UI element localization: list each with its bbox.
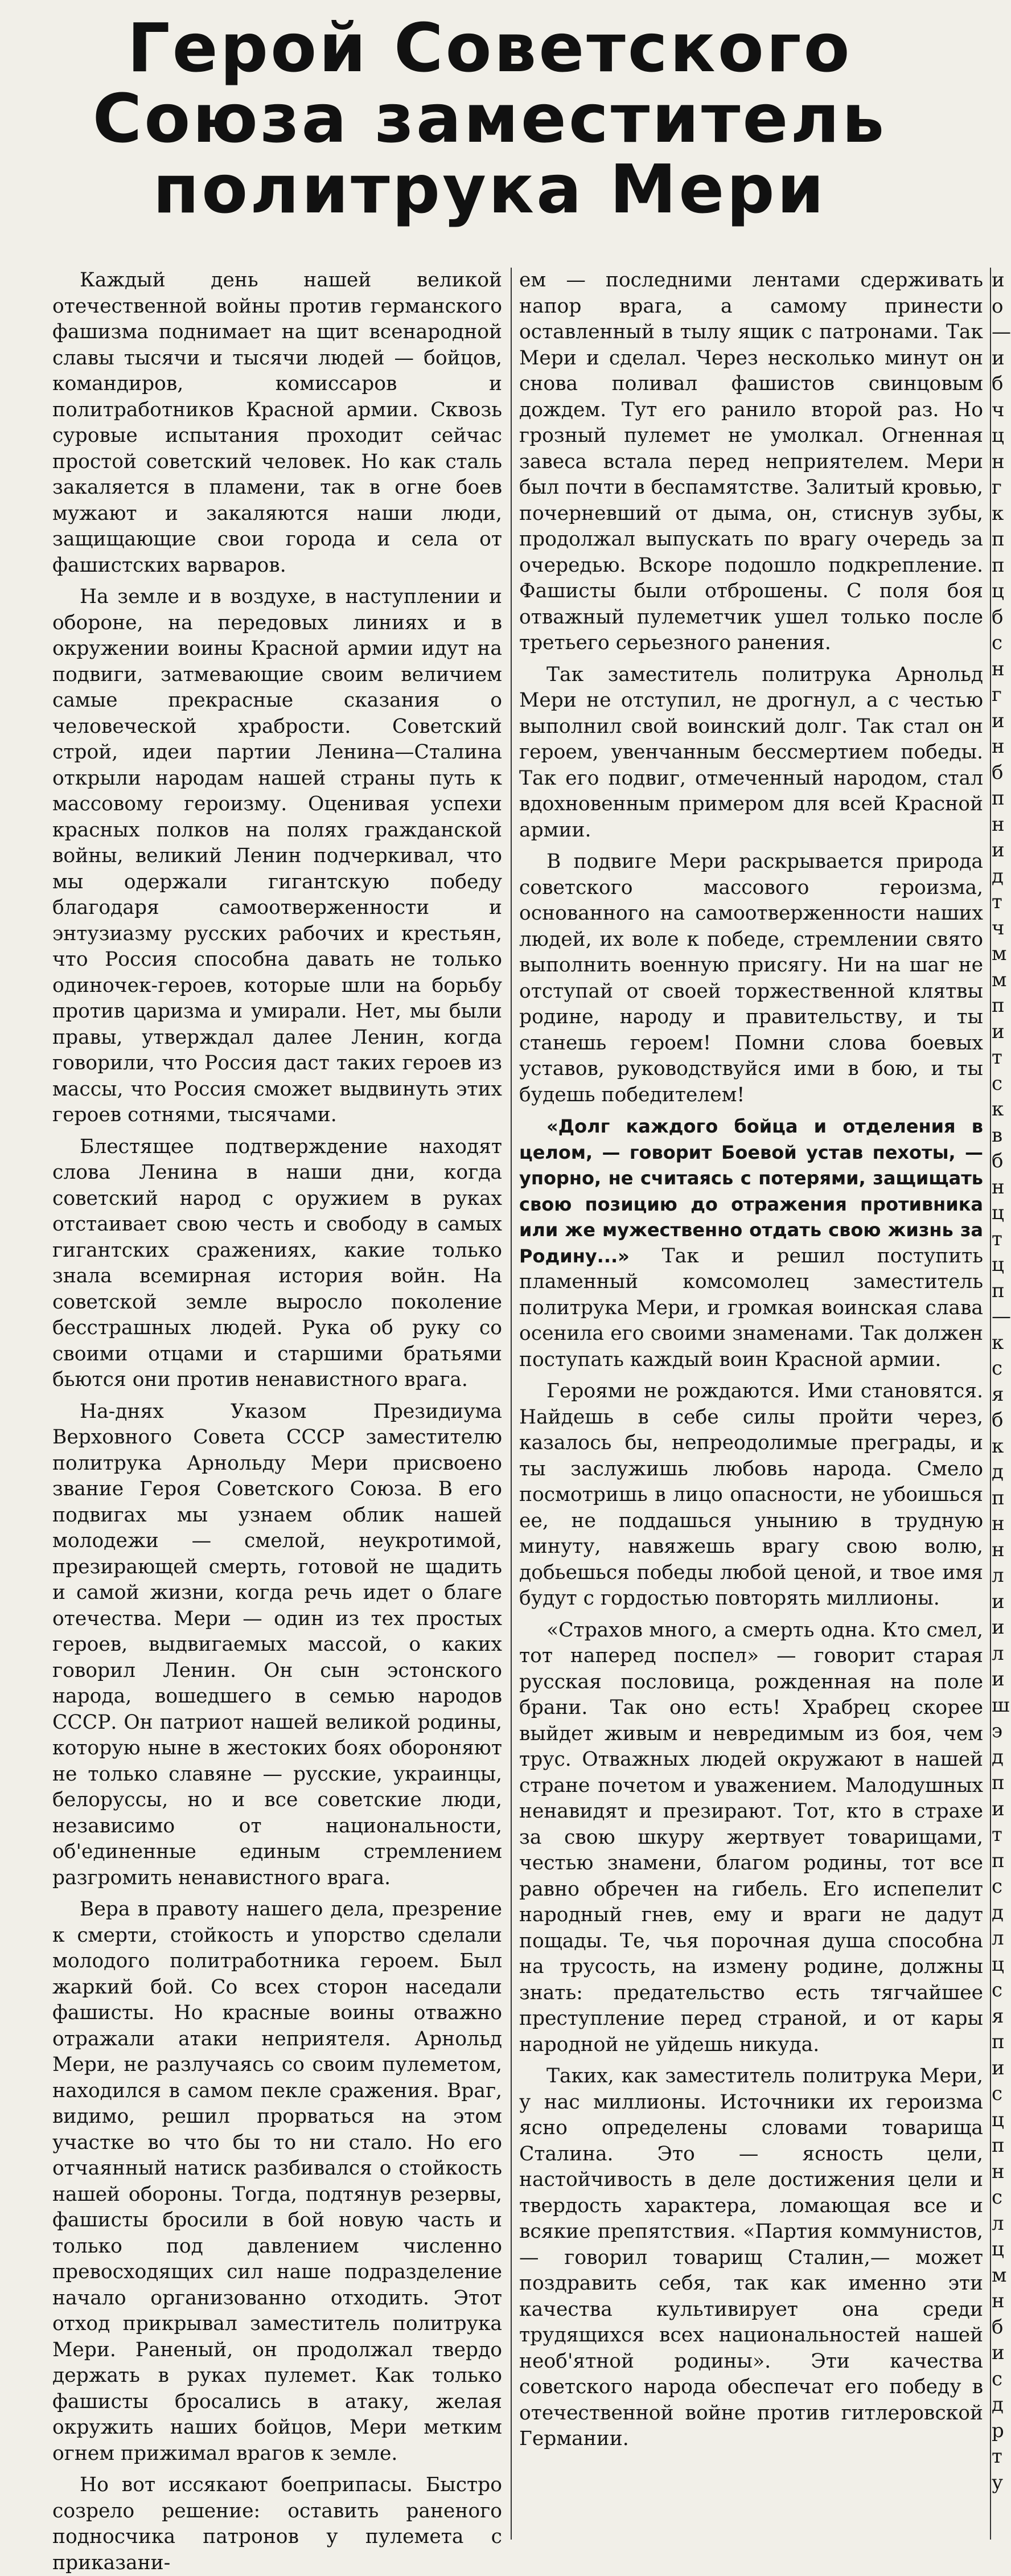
paragraph: Героями не рождаются. Ими становятся. Найдешь в себе силы пройти через, казалось бы, непреодолимые преграды, и ты заслужишь любовь народа. Смело посмотришь в лицо опасности, не убоишься ее, не поддашься унынию в трудную минуту, навяжешь врагу свою волю, добьешься победы любой ценой, и твое имя будут с гордостью повторять миллионы. [519, 1380, 983, 1610]
fragment-letter: м [992, 968, 1007, 991]
fragment-letter: д [992, 1745, 1004, 1769]
fragment-letter: и [992, 346, 1005, 370]
headline-line-2: Союза заместитель [92, 79, 887, 158]
fragment-letter: м [992, 2263, 1007, 2287]
fragment-letter: с [992, 2082, 1003, 2105]
fragment-letter: п [992, 1279, 1005, 1302]
headline [0, 9, 979, 228]
column-divider [990, 268, 991, 2540]
fragment-letter: — [992, 1305, 1011, 1328]
fragment-letter: и [992, 709, 1005, 732]
article-column-2 [519, 268, 983, 2540]
fragment-letter: и [992, 1590, 1005, 1613]
fragment-letter: п [992, 1771, 1005, 1794]
fragment-letter: т [992, 1227, 1002, 1250]
fragment-letter: я [992, 1383, 1004, 1406]
fragment-letter: л [992, 2212, 1004, 2235]
fragment-letter: п [992, 2134, 1005, 2157]
fragment-letter: б [992, 761, 1004, 784]
paragraph: ем — последними лентами сдерживать напор врага, а самому принести оставленный в тылу ящик с патронами. Так Мери и сделал. Через несколько минут он снова поливал фашистов свинцовым дождем. Тут его ранило второй раз. Но грозный пулемет не умолкал. Огненная завеса встала перед неприятелем. Мери был почти в беспамятстве. Залитый кровью, почерневший от дыма, он, стиснув зубы, продолжал выпускать по врагу очередь за очередью. Вскоре подошло подкрепление. Фашисты были отброшены. С поля боя отважный пулеметчик ушел только после третьего серьезного ранения. [519, 269, 983, 654]
fragment-letter: н [992, 2290, 1005, 2312]
fragment-letter: н [992, 657, 1005, 680]
fragment-letter: к [992, 1098, 1004, 1121]
fragment-letter: т [992, 891, 1002, 913]
fragment-letter: ч [992, 398, 1005, 421]
fragment-letter: п [992, 2031, 1005, 2053]
fragment-letter: н [992, 1175, 1005, 1199]
fragment-letter: к [992, 1434, 1004, 1458]
fragment-letter: о [992, 294, 1004, 318]
paragraph: На земле и в воздухе, в наступлении и обороне, на передовых линиях и в окружении воины Красной армии идут на подвиги, затмевающие своим величием самые прекрасные сказания о человеческой храбрости. Советский строй, идеи партии Ленина—Сталина открыли народам нашей страны путь к массовому героизму. Оценивая успехи красных полков на полях гражданской войны, великий Ленин подчеркивал, что мы одержали гигантскую победу благодаря самоотверженности и энтузиазму русских рабочих и крестьян, что Россия способна давать не только одиночек-героев, которые шли на борьбу против царизма и умирали. Нет, мы были правы, утверждал далее Ленин, когда говорили, что Россия даст таких героев из массы, что Россия сможет выдвинуть этих героев сотнями, тысячами. [52, 585, 502, 1126]
quote-paragraph-rest: Так и решил поступить пламенный комсомолец заместитель политрука Мери, и громкая воинская слава осенила его своими знаменами. Так должен поступать каждый воин Красной армии. [519, 1244, 983, 1371]
paragraph: В подвиге Мери раскрывается природа советского массового героизма, основанного на самоотверженности наших людей, их воле к победе, стремлении свято выполнить военную присягу. Ни на шаг не отступай от своей торжественной клятвы родине, народу и правительству, и ты станешь героем! Помни слова боевых уставов, руководствуйся ими в бою, и ты будешь победителем! [519, 850, 983, 1106]
article-column-1 [52, 268, 502, 2574]
fragment-letter: ц [992, 1201, 1004, 1224]
fragment-letter: т [992, 1046, 1002, 1069]
fragment-letter: т [992, 1823, 1002, 1846]
fragment-letter: н [992, 1538, 1005, 1561]
fragment-letter: н [992, 1512, 1005, 1535]
fragment-letter: э [992, 1720, 1003, 1742]
fragment-letter: — [992, 321, 1011, 343]
fragment-letter: б [992, 1150, 1004, 1172]
fragment-letter: и [992, 269, 1005, 292]
fragment-letter: с [992, 2186, 1003, 2209]
fragment-letter: с [992, 1357, 1003, 1380]
fragment-letter: ц [992, 424, 1004, 447]
fragment-letter: н [992, 813, 1005, 836]
quote-paragraph [519, 1114, 983, 1373]
fragment-letter: б [992, 2315, 1004, 2339]
fragment-letter: ц [992, 580, 1004, 602]
fragment-letter: п [992, 994, 1005, 1017]
fragment-letter: н [992, 735, 1005, 758]
paragraph: «Страхов много, а смерть одна. Кто смел, тот наперед поспел» — говорит старая русская пословица, рожденная на поле брани. Так оно есть! Храбрец скорее выйдет живым и невредимым из боя, чем трус. Отважных людей окружают в нашей стране почетом и уважением. Малодушных ненавидят и презирают. Тот, кто в страхе за свою шкуру жертвует товарищами, честью знамени, благом родины, тот все равно обречен на гибель. Его испепелит народный гнев, ему и враги не дадут пощады. Те, чья порочная душа способна на трусость, на измену родине, должны знать: предательство есть тягчайшее преступление перед страной, и от кары народной не уйдешь никуда. [519, 1618, 983, 2056]
fragment-letter: г [992, 683, 1002, 706]
fragment-letter: п [992, 1486, 1005, 1509]
fragment-letter: с [992, 2367, 1003, 2390]
fragment-letter: к [992, 502, 1004, 525]
fragment-letter: ц [992, 1253, 1004, 1276]
paragraph: На-днях Указом Президиума Верховного Совета СССР заместителю политрука Арнольду Мери присвоено звание Героя Советского Союза. В его подвигах мы узнаем облик нашей молодежи — смелой, неукротимой, презирающей смерть, готовой не щадить и самой жизни, когда речь идет о благе отечества. Мери — один из тех простых героев, выдвигаемых массой, о каких говорил Ленин. Он сын эстонского народа, вошедшего в семью народов СССР. Он патриот нашей великой родины, которую ныне в жестоких боях обороняют не только славяне — русские, украинцы, белоруссы, но и все советские люди, независимо от национальности, об'единенные единым стремлением разгромить ненавистного врага. [52, 1400, 502, 1889]
fragment-letter: л [992, 1642, 1004, 1665]
fragment-letter: г [992, 476, 1002, 499]
headline-line-1: Герой Советского [127, 9, 852, 87]
fragment-letter: л [992, 1564, 1004, 1587]
fragment-letter: и [992, 1616, 1005, 1639]
fragment-letter: ц [992, 2108, 1004, 2131]
fragment-letter: и [992, 839, 1005, 862]
fragment-letter: и [992, 2341, 1005, 2364]
fragment-letter: с [992, 1072, 1003, 1095]
fragment-letter: ц [992, 2238, 1004, 2261]
fragment-letter: б [992, 605, 1004, 629]
headline-line-3: политрука Мери [153, 150, 827, 228]
fragment-letter: б [992, 1409, 1004, 1431]
paragraph: Блестящее подтверждение находят слова Ленина в наши дни, когда советский народ с оружием в руках отстаивает свою честь и свободу в самых гигантских сражениях, какие только знала всемирная история войн. На советской земле выросло поколение бесстрашных людей. Рука об руку со своими отцами и старшими братьями бьются они против ненавистного врага. [52, 1135, 502, 1391]
fragment-letter: р [992, 2419, 1004, 2442]
fragment-letter: я [992, 2004, 1004, 2028]
fragment-letter: и [992, 1020, 1005, 1043]
fragment-letter: п [992, 787, 1005, 810]
paragraph: Таких, как заместитель политрука Мери, у нас миллионы. Источники их героизма ясно определены словами товарища Сталина. Это — ясность цели, настойчивость в деле достижения цели и твердость характера, ломающая все и всякие препятствия. «Партия коммунистов, — говорил товарищ Сталин,— может поздравить себя, так как именно эти качества культивирует она среди трудящихся всех национальностей нашей необ'ятной родины». Эти качества советского народа обеспечат его победу в отечественной войне против гитлеровской Германии. [519, 2065, 983, 2450]
fragment-letter: с [992, 631, 1003, 654]
paragraph: Вера в правоту нашего дела, презрение к смерти, стойкость и упорство сделали молодого политработника героем. Был жаркий бой. Со всех сторон наседали фашисты. Но красные воины отважно отражали атаки неприятеля. Арнольд Мери, не разлучаясь со своим пулеметом, находился в самом пекле сражения. Враг, видимо, решил прорваться на этом участке во что бы то ни стало. Но его отчаянный натиск разбивался о стойкость нашей обороны. Тогда, подтянув резервы, фашисты бросили в бой новую часть и только под давлением численно превосходящих сил наше подразделение начало организованно отходить. Этот отход прикрывал заместитель политрука Мери. Раненый, он продолжал твердо держать в руках пулемет. Как только фашисты бросались в атаку, желая окружить наших бойцов, Мери метким огнем прижимал врагов к земле. [52, 1898, 502, 2465]
fragment-letter: ц [992, 1952, 1004, 1976]
fragment-letter: и [992, 1797, 1005, 1820]
fragment-letter: н [992, 2160, 1005, 2183]
fragment-letter: п [992, 1849, 1005, 1872]
fragment-letter: с [992, 1875, 1003, 1898]
fragment-letter: и [992, 2056, 1005, 2079]
fragment-letter: п [992, 528, 1005, 551]
fragment-letter: п [992, 553, 1005, 577]
fragment-letter: к [992, 1331, 1004, 1354]
paragraph: Каждый день нашей великой отечественной войны против германского фашизма поднимает на щит всенародной славы тысячи и тысячи людей — бойцов, командиров, комиссаров и политработников Красной армии. Сквозь суровые испытания проходит сейчас простой советский человек. Но как сталь закаляется в пламени, так в огне боев мужают и закаляются наши люди, защищающие свои города и села от фашистских варваров. [52, 269, 502, 577]
charter-quote: «Долг каждого бойца и отделения в целом, — говорит Боевой устав пехоты, — упорно, не считаясь с потерями, защищать свою позицию до отражения противника или же мужественно отдать свою жизнь за Родину...» [519, 1115, 983, 1267]
paragraph: Так заместитель политрука Арнольд Мери не отступил, не дрогнул, а с честью выполнил свой воинский долг. Так стал он героем, увенчанным бессмертием победы. Так его подвиг, отмеченный народом, стал вдохновенным примером для всей Красной армии. [519, 663, 983, 842]
fragment-letter: д [992, 1901, 1004, 1924]
fragment-letter: ч [992, 916, 1005, 940]
column-divider [511, 268, 512, 2540]
adjacent-article-fragment [992, 268, 1011, 2540]
fragment-letter: ш [992, 1693, 1010, 1717]
fragment-letter: д [992, 1461, 1004, 1483]
fragment-letter: т [992, 2445, 1002, 2468]
fragment-letter: б [992, 372, 1004, 395]
fragment-letter: д [992, 864, 1004, 888]
fragment-letter: м [992, 942, 1007, 965]
fragment-letter: н [992, 450, 1005, 473]
paragraph: Но вот иссякают боеприпасы. Быстро созрело решение: оставить раненого подносчика патронов у пулемета с приказани- [52, 2474, 502, 2574]
fragment-letter: д [992, 2393, 1004, 2416]
fragment-letter: у [992, 2471, 1004, 2494]
fragment-letter: в [992, 1123, 1003, 1147]
fragment-letter: с [992, 1979, 1003, 2001]
fragment-letter: л [992, 1927, 1004, 1950]
fragment-letter: и [992, 1668, 1005, 1691]
